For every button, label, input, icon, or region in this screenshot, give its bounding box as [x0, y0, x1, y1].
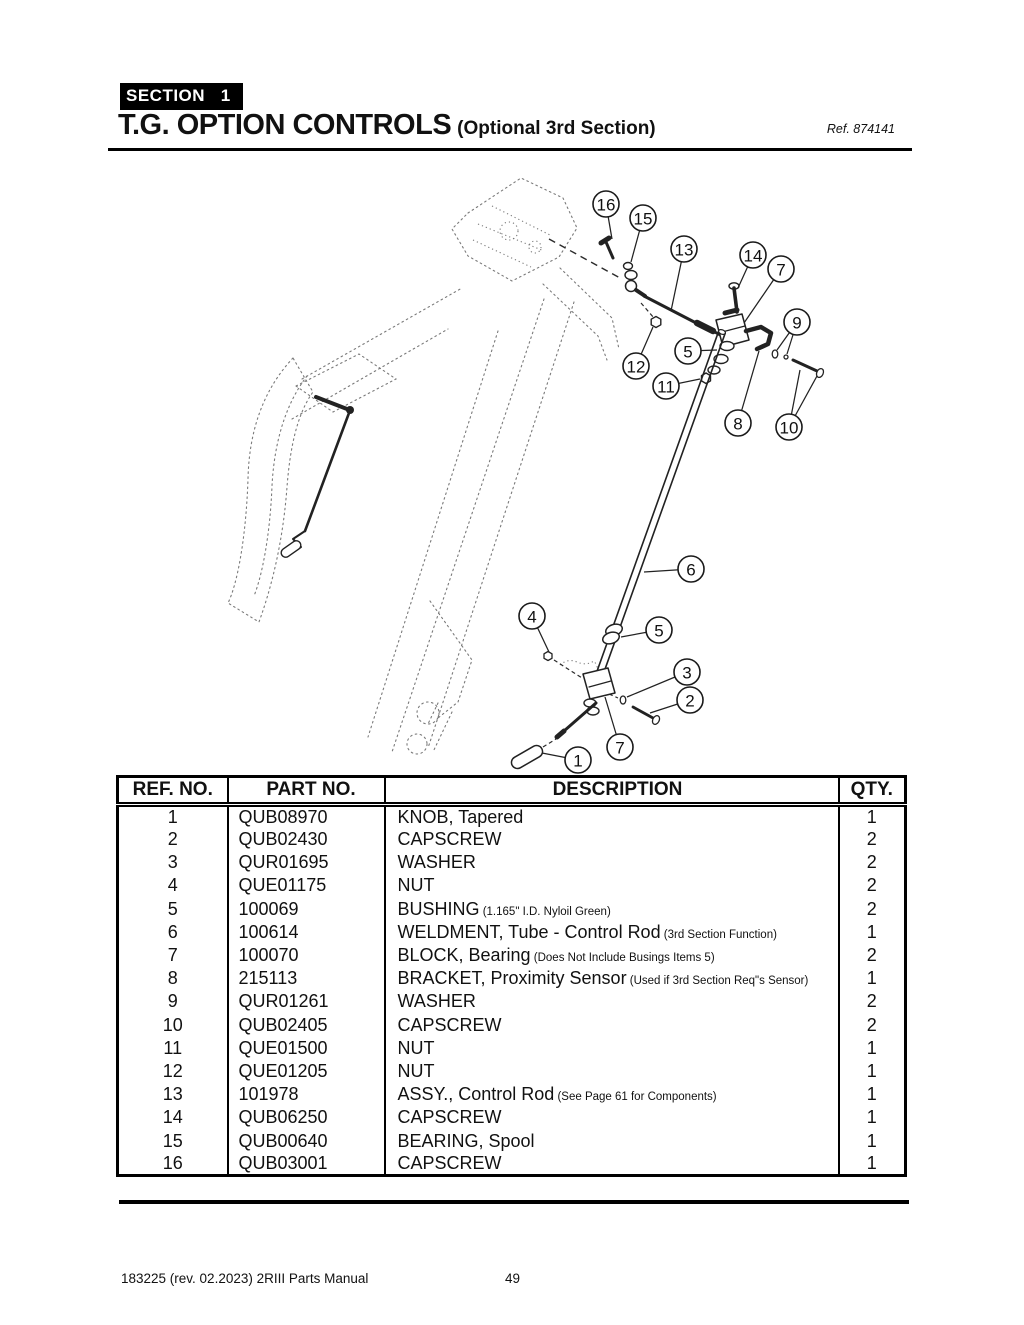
- description-cell: [385, 1153, 839, 1176]
- description-text: CAPSCREW: [397, 829, 502, 850]
- table-row: [118, 874, 906, 897]
- description-text: WELDMENT, Tube - Control Rod: [397, 921, 661, 942]
- description-text: BLOCK, Bearing: [397, 945, 531, 966]
- part-no-cell: 100614: [228, 921, 385, 944]
- callout-number: 16: [596, 195, 616, 215]
- spool-bearing-15-part: [624, 263, 638, 280]
- table-row: [118, 1060, 906, 1083]
- description-cell: [385, 1129, 839, 1152]
- table-row: [118, 1014, 906, 1037]
- ref-no-cell: 2: [167, 829, 178, 850]
- description-text: NUT: [397, 875, 435, 896]
- washer-3-part: [620, 696, 626, 704]
- page-number: 49: [505, 1271, 521, 1286]
- part-no-cell: 100070: [228, 944, 385, 967]
- callout-number: 12: [626, 357, 646, 377]
- description-cell: [385, 805, 839, 829]
- description-cell: [385, 990, 839, 1013]
- part-no-cell: QUR01261: [228, 990, 385, 1013]
- proximity-bracket-8-part: [746, 327, 771, 349]
- parts-table-body: [118, 805, 906, 1176]
- table-row: [118, 1129, 906, 1152]
- bearing-block-top-part: [716, 310, 749, 347]
- nut-4-part: [544, 652, 552, 661]
- description-cell: [385, 1037, 839, 1060]
- description-cell: [385, 1060, 839, 1083]
- callout-number: 15: [633, 209, 653, 229]
- col-header-qty: QTY.: [839, 777, 906, 805]
- description-note: (See Page 61 for Components): [554, 1091, 717, 1104]
- description-cell: [385, 944, 839, 967]
- page-title-text: T.G. OPTION CONTROLS: [118, 109, 452, 141]
- table-row: [118, 990, 906, 1013]
- callout-number: 5: [654, 621, 664, 641]
- callout-number: 8: [733, 414, 743, 434]
- description-note: (3rd Section Function): [660, 928, 777, 941]
- table-row: [118, 1037, 906, 1060]
- description-text: BUSHING: [397, 898, 480, 919]
- qty-cell: 2: [839, 851, 906, 874]
- description-text: ASSY., Control Rod: [397, 1084, 555, 1105]
- part-no-cell: QUE01500: [228, 1037, 385, 1060]
- bearing-block-bottom-part: [583, 668, 615, 715]
- table-row: [118, 851, 906, 874]
- callout-number: 6: [686, 560, 696, 580]
- description-cell: [385, 1083, 839, 1106]
- col-header-desc: DESCRIPTION: [385, 777, 839, 805]
- qty-cell: 1: [839, 921, 906, 944]
- qty-cell: 2: [839, 828, 906, 851]
- description-cell: [385, 1106, 839, 1129]
- parts-table: [116, 775, 907, 1177]
- qty-cell: 1: [839, 1153, 906, 1176]
- description-cell: [385, 967, 839, 990]
- part-no-cell: 100069: [228, 898, 385, 921]
- description-note: (1.165" I.D. Nyloil Green): [479, 905, 611, 918]
- callout-number: 11: [657, 377, 675, 397]
- description-cell: [385, 828, 839, 851]
- description-cell: [385, 874, 839, 897]
- ref-no-cell: 3: [167, 852, 178, 873]
- ref-no-cell: 16: [162, 1152, 183, 1173]
- footer-divider: [119, 1200, 909, 1204]
- table-row: [118, 967, 906, 990]
- qty-cell: 2: [839, 898, 906, 921]
- col-header-ref: REF. NO.: [118, 777, 228, 805]
- part-no-cell: QUB00640: [228, 1129, 385, 1152]
- part-no-cell: QUB02405: [228, 1014, 385, 1037]
- table-row: [118, 805, 906, 829]
- description-text: BRACKET, Proximity Sensor: [397, 968, 627, 989]
- ref-no-cell: 4: [167, 875, 178, 896]
- callout-number: 7: [615, 738, 625, 758]
- knob-1-part: [509, 743, 544, 770]
- table-row: [118, 1083, 906, 1106]
- ref-no-cell: 12: [162, 1060, 183, 1081]
- parts-table-header: [118, 777, 906, 805]
- document-info: 183225 (rev. 02.2023) 2RIII Parts Manual: [121, 1271, 369, 1286]
- description-note: (Used if 3rd Section Req"s Sensor): [626, 975, 809, 988]
- callout-number: 13: [674, 240, 694, 260]
- part-no-cell: QUB02430: [228, 828, 385, 851]
- callout-number: 4: [527, 607, 537, 627]
- callout-number: 10: [779, 418, 799, 438]
- table-row: [118, 921, 906, 944]
- description-note: (Does Not Include Busings Items 5): [530, 952, 715, 965]
- part-no-cell: QUE01205: [228, 1060, 385, 1083]
- ghost-machine-outline: [228, 178, 619, 754]
- ref-no-cell: 5: [167, 898, 178, 919]
- control-rod-assy-13-part: [626, 281, 723, 337]
- table-row: [118, 1153, 906, 1176]
- description-text: CAPSCREW: [397, 1107, 502, 1128]
- ref-no-cell: 8: [167, 968, 178, 989]
- ref-no-cell: 13: [162, 1084, 183, 1105]
- part-no-cell: QUE01175: [228, 874, 385, 897]
- table-row: [118, 828, 906, 851]
- part-no-cell: 101978: [228, 1083, 385, 1106]
- callout-number: 1: [573, 751, 583, 771]
- ref-no-cell: 9: [167, 991, 178, 1012]
- ref-no-cell: 14: [162, 1107, 183, 1128]
- callout-number: 9: [792, 313, 802, 333]
- description-text: WASHER: [397, 852, 476, 873]
- table-row: [118, 1106, 906, 1129]
- qty-cell: 2: [839, 990, 906, 1013]
- ref-no-cell: 1: [167, 807, 178, 827]
- capscrew-16-part: [601, 238, 613, 258]
- qty-cell: 1: [839, 1060, 906, 1083]
- installed-control-rod: [279, 397, 354, 559]
- qty-cell: 2: [839, 874, 906, 897]
- qty-cell: 1: [839, 1083, 906, 1106]
- qty-cell: 2: [839, 1014, 906, 1037]
- callout-number: 7: [776, 260, 786, 280]
- qty-cell: 2: [839, 944, 906, 967]
- part-no-cell: QUB08970: [228, 805, 385, 829]
- table-row: [118, 944, 906, 967]
- ref-no-cell: 7: [167, 945, 178, 966]
- qty-cell: 1: [839, 1037, 906, 1060]
- ref-no-cell: 15: [162, 1130, 183, 1151]
- ref-no-cell: 11: [163, 1037, 183, 1058]
- description-cell: [385, 921, 839, 944]
- description-text: CAPSCREW: [397, 1014, 502, 1035]
- part-no-cell: 215113: [228, 967, 385, 990]
- callout-number: 5: [683, 342, 693, 362]
- capscrew-2-part: [633, 707, 661, 726]
- reference-number: Ref. 874141: [826, 122, 895, 136]
- callouts-layer: [519, 191, 817, 773]
- callout-number: 3: [682, 663, 692, 683]
- description-text: NUT: [397, 1060, 435, 1081]
- part-no-cell: QUB06250: [228, 1106, 385, 1129]
- ref-no-cell: 10: [162, 1014, 183, 1035]
- callout-number: 14: [743, 246, 763, 266]
- description-text: WASHER: [397, 991, 476, 1012]
- qty-cell: 1: [839, 1106, 906, 1129]
- table-row: [118, 898, 906, 921]
- description-text: KNOB, Tapered: [397, 807, 524, 827]
- section-badge: SECTION 1: [120, 83, 243, 110]
- ref-no-cell: 6: [167, 921, 178, 942]
- part-no-cell: QUB03001: [228, 1153, 385, 1176]
- page-subtitle: (Optional 3rd Section): [457, 118, 656, 139]
- washers-9-part: [772, 350, 788, 359]
- description-text: CAPSCREW: [397, 1152, 502, 1173]
- description-cell: [385, 851, 839, 874]
- rod-handle-end: [557, 703, 596, 737]
- qty-cell: 1: [839, 967, 906, 990]
- description-text: NUT: [397, 1037, 435, 1058]
- qty-cell: 1: [839, 1129, 906, 1152]
- qty-cell: 1: [839, 805, 906, 829]
- description-cell: [385, 1014, 839, 1037]
- nut-12-part: [651, 317, 661, 328]
- col-header-part: PART NO.: [228, 777, 385, 805]
- part-no-cell: QUR01695: [228, 851, 385, 874]
- description-text: BEARING, Spool: [397, 1130, 535, 1151]
- capscrew-10-part: [793, 360, 825, 379]
- description-cell: [385, 898, 839, 921]
- callout-number: 2: [685, 691, 695, 711]
